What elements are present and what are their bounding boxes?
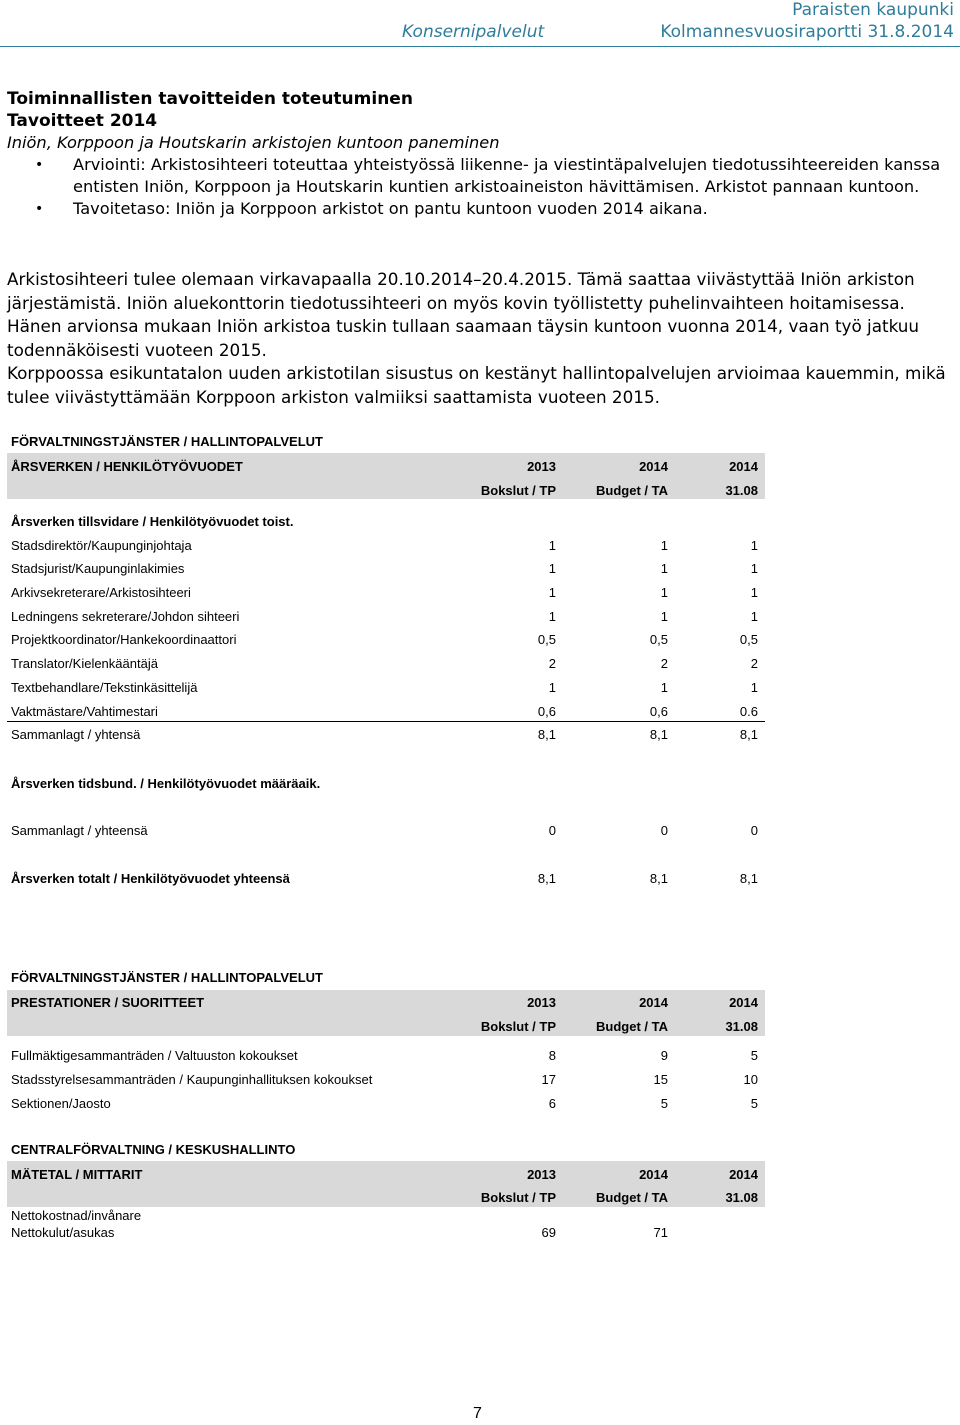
value-actual: 1 (750, 585, 758, 600)
subtotal-row (7, 727, 765, 745)
value-actual: 1 (750, 561, 758, 576)
table-row (7, 1225, 765, 1243)
table-row (7, 561, 765, 579)
value-budget: 5 (660, 1096, 668, 1111)
table-header-label: MÄTETAL / MITTARIT (11, 1167, 143, 1182)
col-year-2: 2014 (639, 459, 668, 474)
value-2013: 69 (541, 1225, 556, 1240)
value-actual: 0,5 (739, 632, 758, 647)
page-header (0, 0, 960, 44)
value-budget: 2 (660, 656, 668, 671)
value-budget: 1 (660, 680, 668, 695)
page-number: 7 (473, 1405, 482, 1422)
value-2013: 8,1 (537, 727, 556, 742)
value-actual: 1 (750, 609, 758, 624)
row-label: Stadsjurist/Kaupunginlakimies (11, 561, 185, 576)
row-label: Textbehandlare/Tekstinkäsittelijä (11, 680, 198, 695)
row-label: Translator/Kielenkääntäjä (11, 656, 158, 671)
goal-bullet: • Tavoitetaso: Iniön ja Korppoon arkistot on pantu kuntoon vuoden 2014 aikana. (73, 198, 955, 220)
row-label: Stadsdirektör/Kaupunginjohtaja (11, 538, 192, 553)
col-type-2: Budget / TA (596, 1019, 668, 1034)
value-2013: 1 (548, 680, 556, 695)
value-2013: 8 (548, 1048, 556, 1063)
table-row (7, 680, 765, 698)
value-budget: 1 (660, 561, 668, 576)
value-2013: 1 (548, 609, 556, 624)
goal-bullet-list (7, 154, 955, 220)
metrics-table (7, 1142, 767, 1247)
value-actual: 5 (750, 1096, 758, 1111)
col-year-3: 2014 (729, 995, 758, 1010)
value-budget: 1 (660, 585, 668, 600)
table-title: FÖRVALTNINGSTJÄNSTER / HALLINTOPALVELUT (11, 970, 323, 985)
header-rule (0, 46, 960, 47)
value-2013: 6 (548, 1096, 556, 1111)
total-row (7, 871, 765, 889)
goal-bullet: • Arviointi: Arkistosihteeri toteuttaa yhteistyössä liikenne- ja viestintäpalvelujen tiedotussihteereiden kanssa entisten Iniön, Korppoon ja Houtskarin kuntien arkistoaineiston hävittämisen. Arkistot pannaan kuntoon. (73, 154, 955, 198)
value-actual: 1 (750, 538, 758, 553)
table-row (7, 538, 765, 556)
organization-name: Paraisten kaupunki (792, 0, 954, 20)
value-actual: 5 (750, 1048, 758, 1063)
value-budget: 0 (660, 823, 668, 838)
value-budget: 1 (660, 538, 668, 553)
table-row (7, 609, 765, 627)
value-budget: 1 (660, 609, 668, 624)
section-heading: Toiminnallisten tavoitteiden toteutuminen (7, 89, 413, 109)
row-label: Sektionen/Jaosto (11, 1096, 111, 1111)
col-type-1: Bokslut / TP (480, 483, 556, 498)
table-title: FÖRVALTNINGSTJÄNSTER / HALLINTOPALVELUT (11, 434, 323, 449)
value-2013: 8,1 (537, 871, 556, 886)
table-row (7, 656, 765, 674)
col-year-1: 2013 (527, 459, 556, 474)
section-label: Årsverken tidsbund. / Henkilötyövuodet määräaik. (11, 776, 321, 791)
table-row (7, 1096, 765, 1114)
value-actual: 0 (750, 823, 758, 838)
value-actual: 2 (750, 656, 758, 671)
goal-commentary (7, 268, 955, 409)
section-label: Årsverken tillsvidare / Henkilötyövuodet toist. (11, 514, 294, 529)
commentary-paragraph: Korppoossa esikuntatalon uuden arkistotilan sisustus on kestänyt hallintopalvelujen arvioimaa kauemmin, mikä tulee viivästyttämään Korppoon arkiston valmiiksi saattamista vuoteen 2015. (7, 363, 946, 407)
col-type-3: 31.08 (725, 1190, 758, 1205)
col-year-3: 2014 (729, 459, 758, 474)
value-2013: 0,5 (537, 632, 556, 647)
row-label: Ledningens sekreterare/Johdon sihteeri (11, 609, 240, 624)
row-label-line-1: Nettokostnad/invånare (11, 1208, 142, 1223)
value-2013: 2 (548, 656, 556, 671)
goals-section (7, 88, 955, 220)
row-label-line-2: Nettokulut/asukas (11, 1225, 115, 1240)
value-actual: 8,1 (739, 727, 758, 742)
department-name: Konsernipalvelut (402, 22, 545, 42)
value-budget: 15 (653, 1072, 668, 1087)
value-budget: 8,1 (649, 871, 668, 886)
subtotal-rule (7, 721, 765, 722)
value-2013: 1 (548, 561, 556, 576)
value-2013: 0 (548, 823, 556, 838)
col-year-2: 2014 (639, 995, 668, 1010)
value-actual: 1 (750, 680, 758, 695)
value-budget: 0,5 (649, 632, 668, 647)
col-type-1: Bokslut / TP (480, 1019, 556, 1034)
commentary-paragraph: Arkistosihteeri tulee olemaan virkavapaalla 20.10.2014–20.4.2015. Tämä saattaa viivästyttää Iniön arkiston järjestämistä. Iniön aluekonttorin tiedotussihteeri on myös kovin työllistetty puhelinvaihteen hoitamisessa. Hänen arvionsa mukaan Iniön arkistoa tuskin tullaan saamaan täysin kuntoon vuonna 2014, vaan työ jatkuu todennäköisesti vuoteen 2015. (7, 269, 920, 360)
value-2013: 17 (541, 1072, 556, 1087)
col-year-1: 2013 (527, 995, 556, 1010)
value-actual: 10 (743, 1072, 758, 1087)
performance-table (7, 970, 767, 1120)
value-2013: 0,6 (537, 704, 556, 719)
col-type-2: Budget / TA (596, 483, 668, 498)
goal-title: Iniön, Korppoon ja Houtskarin arkistojen kuntoon paneminen (7, 133, 500, 152)
row-label: Stadsstyrelsesammanträden / Kaupunginhallituksen kokoukset (11, 1072, 373, 1087)
table-row (7, 1048, 765, 1066)
row-label: Sammanlagt / yhteensä (11, 823, 148, 838)
value-2013: 1 (548, 538, 556, 553)
report-title: Kolmannesvuosiraportti 31.8.2014 (660, 22, 954, 42)
table-header-label: ÅRSVERKEN / HENKILÖTYÖVUODET (11, 459, 243, 474)
col-type-3: 31.08 (725, 483, 758, 498)
table-header-label: PRESTATIONER / SUORITTEET (11, 995, 205, 1010)
value-budget: 8,1 (649, 727, 668, 742)
value-budget: 9 (660, 1048, 668, 1063)
person-years-table (7, 434, 767, 904)
col-year-3: 2014 (729, 1167, 758, 1182)
col-type-2: Budget / TA (596, 1190, 668, 1205)
table-row (7, 632, 765, 650)
table-row (7, 704, 765, 722)
row-label: Årsverken totalt / Henkilötyövuodet yhteensä (11, 871, 290, 886)
col-type-3: 31.08 (725, 1019, 758, 1034)
section-subheading: Tavoitteet 2014 (7, 111, 158, 131)
value-budget: 71 (653, 1225, 668, 1240)
value-budget: 0,6 (649, 704, 668, 719)
table-row (7, 585, 765, 603)
value-actual: 8,1 (739, 871, 758, 886)
row-label: Fullmäktigesammanträden / Valtuuston kokoukset (11, 1048, 298, 1063)
col-type-1: Bokslut / TP (480, 1190, 556, 1205)
subtotal-row (7, 823, 765, 841)
table-title: CENTRALFÖRVALTNING / KESKUSHALLINTO (11, 1142, 296, 1157)
row-label: Projektkoordinator/Hankekoordinaattori (11, 632, 237, 647)
table-row (7, 1072, 765, 1090)
value-actual: 0.6 (739, 704, 758, 719)
col-year-1: 2013 (527, 1167, 556, 1182)
col-year-2: 2014 (639, 1167, 668, 1182)
row-label: Arkivsekreterare/Arkistosihteeri (11, 585, 191, 600)
value-2013: 1 (548, 585, 556, 600)
row-label: Vaktmästare/Vahtimestari (11, 704, 158, 719)
row-label: Sammanlagt / yhtensä (11, 727, 141, 742)
